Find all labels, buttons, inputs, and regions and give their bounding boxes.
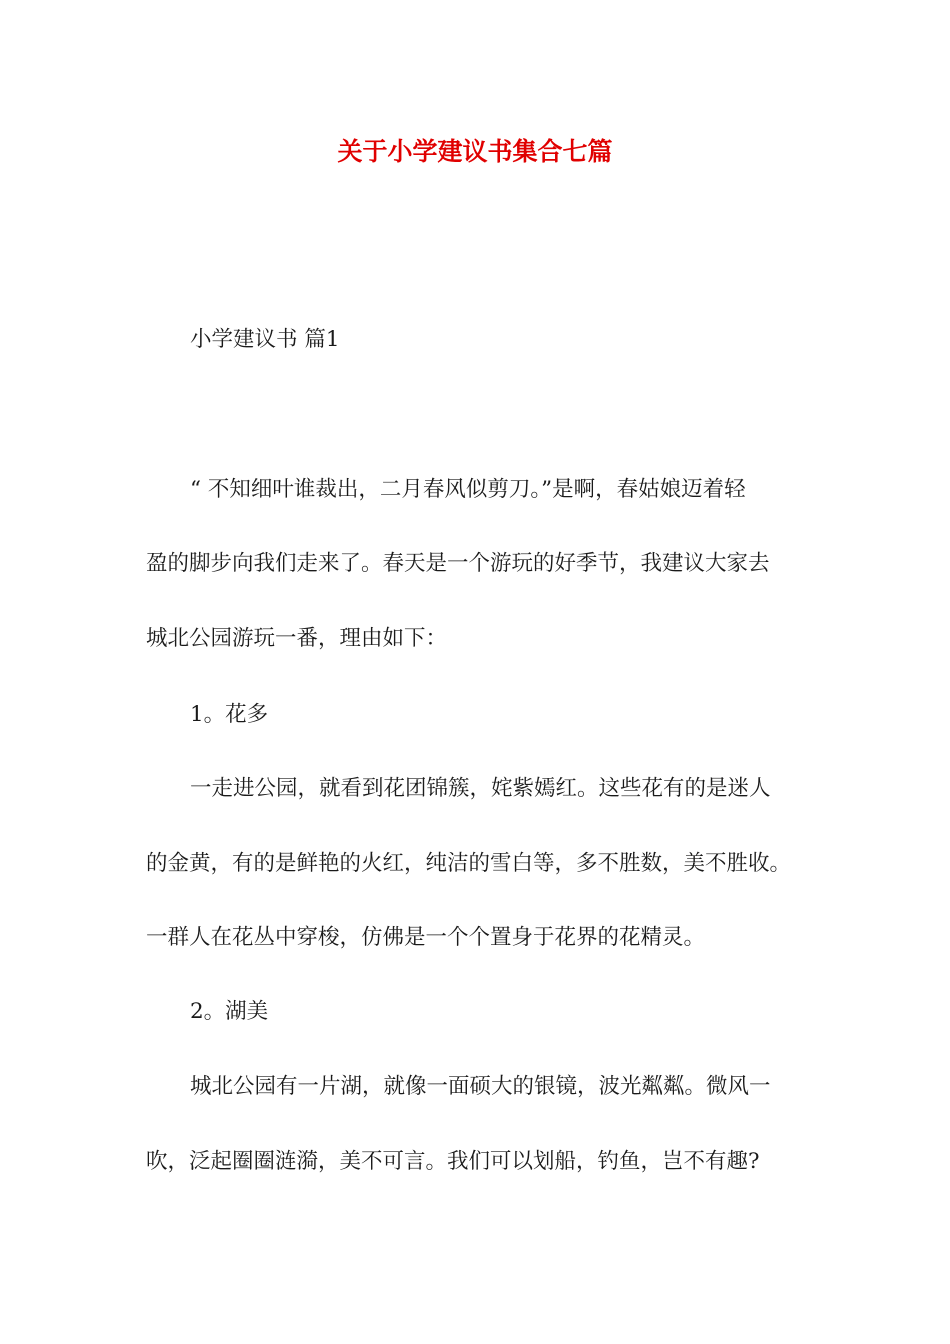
- paragraph-line: 一走进公园，就看到花团锦簇，姹紫嫣红。这些花有的是迷人: [190, 776, 771, 801]
- paragraph-line: 盈的脚步向我们走来了。春天是一个游玩的好季节，我建议大家去: [146, 551, 770, 576]
- list-heading-lake: 2。湖美: [190, 999, 269, 1024]
- paragraph-line: 一群人在花丛中穿梭，仿佛是一个个置身于花界的花精灵。: [146, 925, 706, 950]
- paragraph-line: 城北公园有一片湖，就像一面硕大的银镜，波光粼粼。微风一: [190, 1074, 771, 1099]
- paragraph-line: 的金黄，有的是鲜艳的火红，纯洁的雪白等，多不胜数，美不胜收。: [146, 851, 792, 876]
- document-title: 关于小学建议书集合七篇: [337, 137, 613, 166]
- paragraph-line: “ 不知细叶谁裁出，二月春风似剪刀。”是啊，春姑娘迈着轻: [190, 477, 746, 502]
- list-heading-flowers: 1。花多: [190, 702, 269, 727]
- section-heading: 小学建议书 篇1: [190, 327, 340, 352]
- paragraph-line: 吹，泛起圈圈涟漪，美不可言。我们可以划船，钓鱼，岂不有趣?: [146, 1149, 760, 1174]
- paragraph-line: 城北公园游玩一番，理由如下：: [146, 626, 448, 651]
